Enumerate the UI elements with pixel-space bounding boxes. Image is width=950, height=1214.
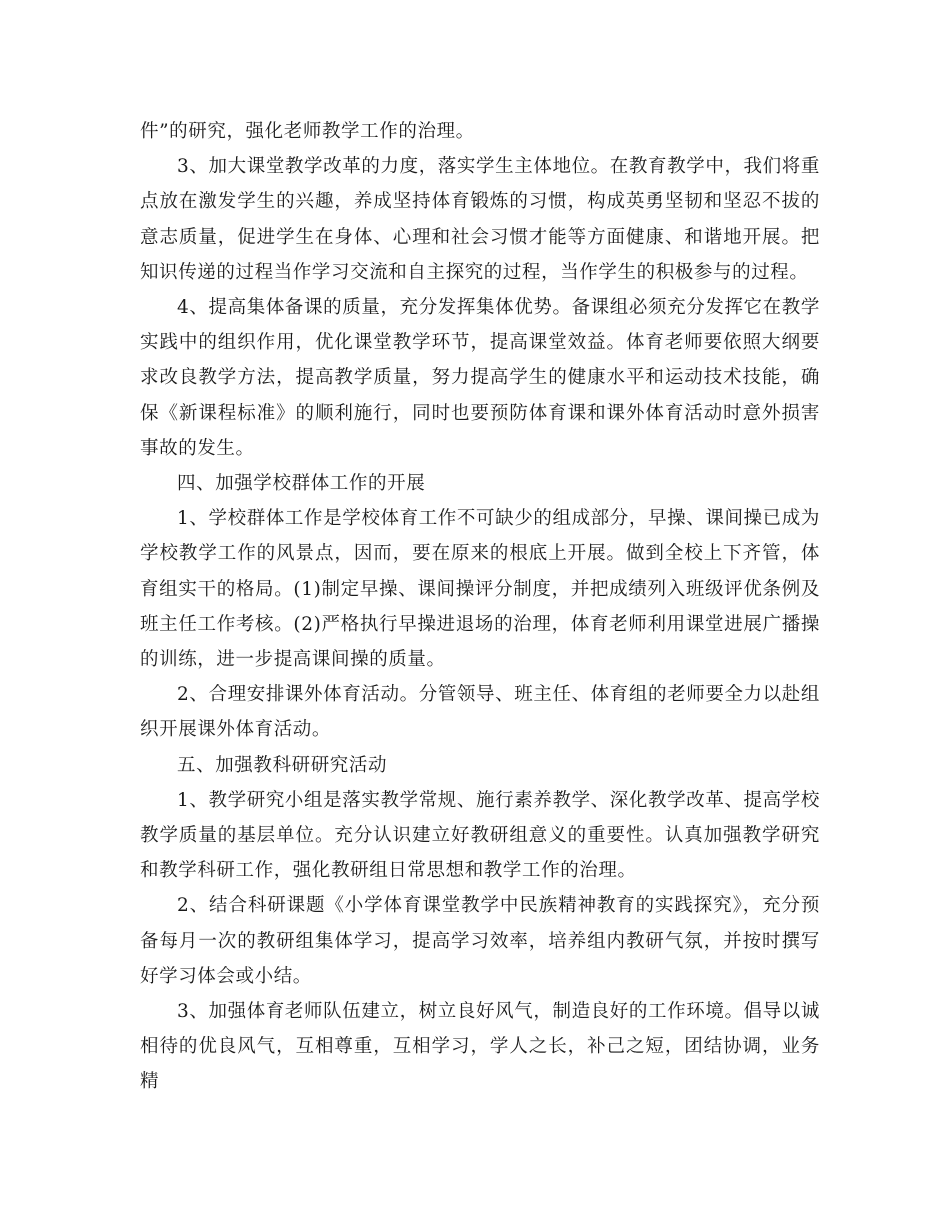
paragraph-research-3: 3、加强体育老师队伍建立，树立良好风气，制造良好的工作环境。倡导以诚相待的优良风气，互相尊重，互相学习，学人之长，补己之短，团结协调，业务精 [140, 1001, 820, 1093]
paragraph-item-4-collective-lesson-prep: 4、提高集体备课的质量，充分发挥集体优势。备课组必须充分发挥它在教学实践中的组织作用，优化课堂教学环节，提高课堂效益。体育老师要依照大纲要求改良教学方法，提高教学质量，努力提高学生的健康水平和运动技术技能，确保《新课程标准》的顺利施行，同时也要预防体育课和课外体育活动时意外损害事故的发生。 [140, 297, 820, 459]
paragraph-group-work-2: 2、合理安排课外体育活动。分管领导、班主任、体育组的老师要全力以赴组织开展课外体育活动。 [140, 684, 820, 741]
section-heading-4: 四、加强学校群体工作的开展 [177, 473, 426, 495]
paragraph-continuation: 件”的研究，强化老师教学工作的治理。 [140, 121, 475, 142]
document-body [140, 114, 820, 1100]
paragraph-research-1: 1、教学研究小组是落实教学常规、施行素养教学、深化教学改革、提高学校教学质量的基层单位。充分认识建立好教研组意义的重要性。认真加强教学研究和教学科研工作，强化教研组日常思想和教学工作的治理。 [140, 789, 820, 882]
paragraph-group-work-1: 1、学校群体工作是学校体育工作不可缺少的组成部分，早操、课间操已成为学校教学工作的风景点，因而，要在原来的根底上开展。做到全校上下齐管，体育组实干的格局。(1)制定早操、课间操评分制度，并把成绩列入班级评优条例及班主任工作考核。(2)严格执行早操进退场的治理，体育老师利用课堂进展广播操的训练，进一步提高课间操的质量。 [140, 508, 820, 671]
paragraph-research-2: 2、结合科研课题《小学体育课堂教学中民族精神教育的实践探究》，充分预备每月一次的教研组集体学习，提高学习效率，培养组内教研气氛，并按时撰写好学习体会或小结。 [140, 895, 820, 987]
paragraph-item-3-classroom-reform: 3、加大课堂教学改革的力度，落实学生主体地位。在教育教学中，我们将重点放在激发学生的兴趣，养成坚持体育锻炼的习惯，构成英勇坚韧和坚忍不拔的意志质量，促进学生在身体、心理和社会习惯才能等方面健康、和谐地开展。把知识传递的过程当作学习交流和自主探究的过程，当作学生的积极参与的过程。 [140, 156, 820, 283]
section-heading-5: 五、加强教科研研究活动 [177, 754, 388, 776]
